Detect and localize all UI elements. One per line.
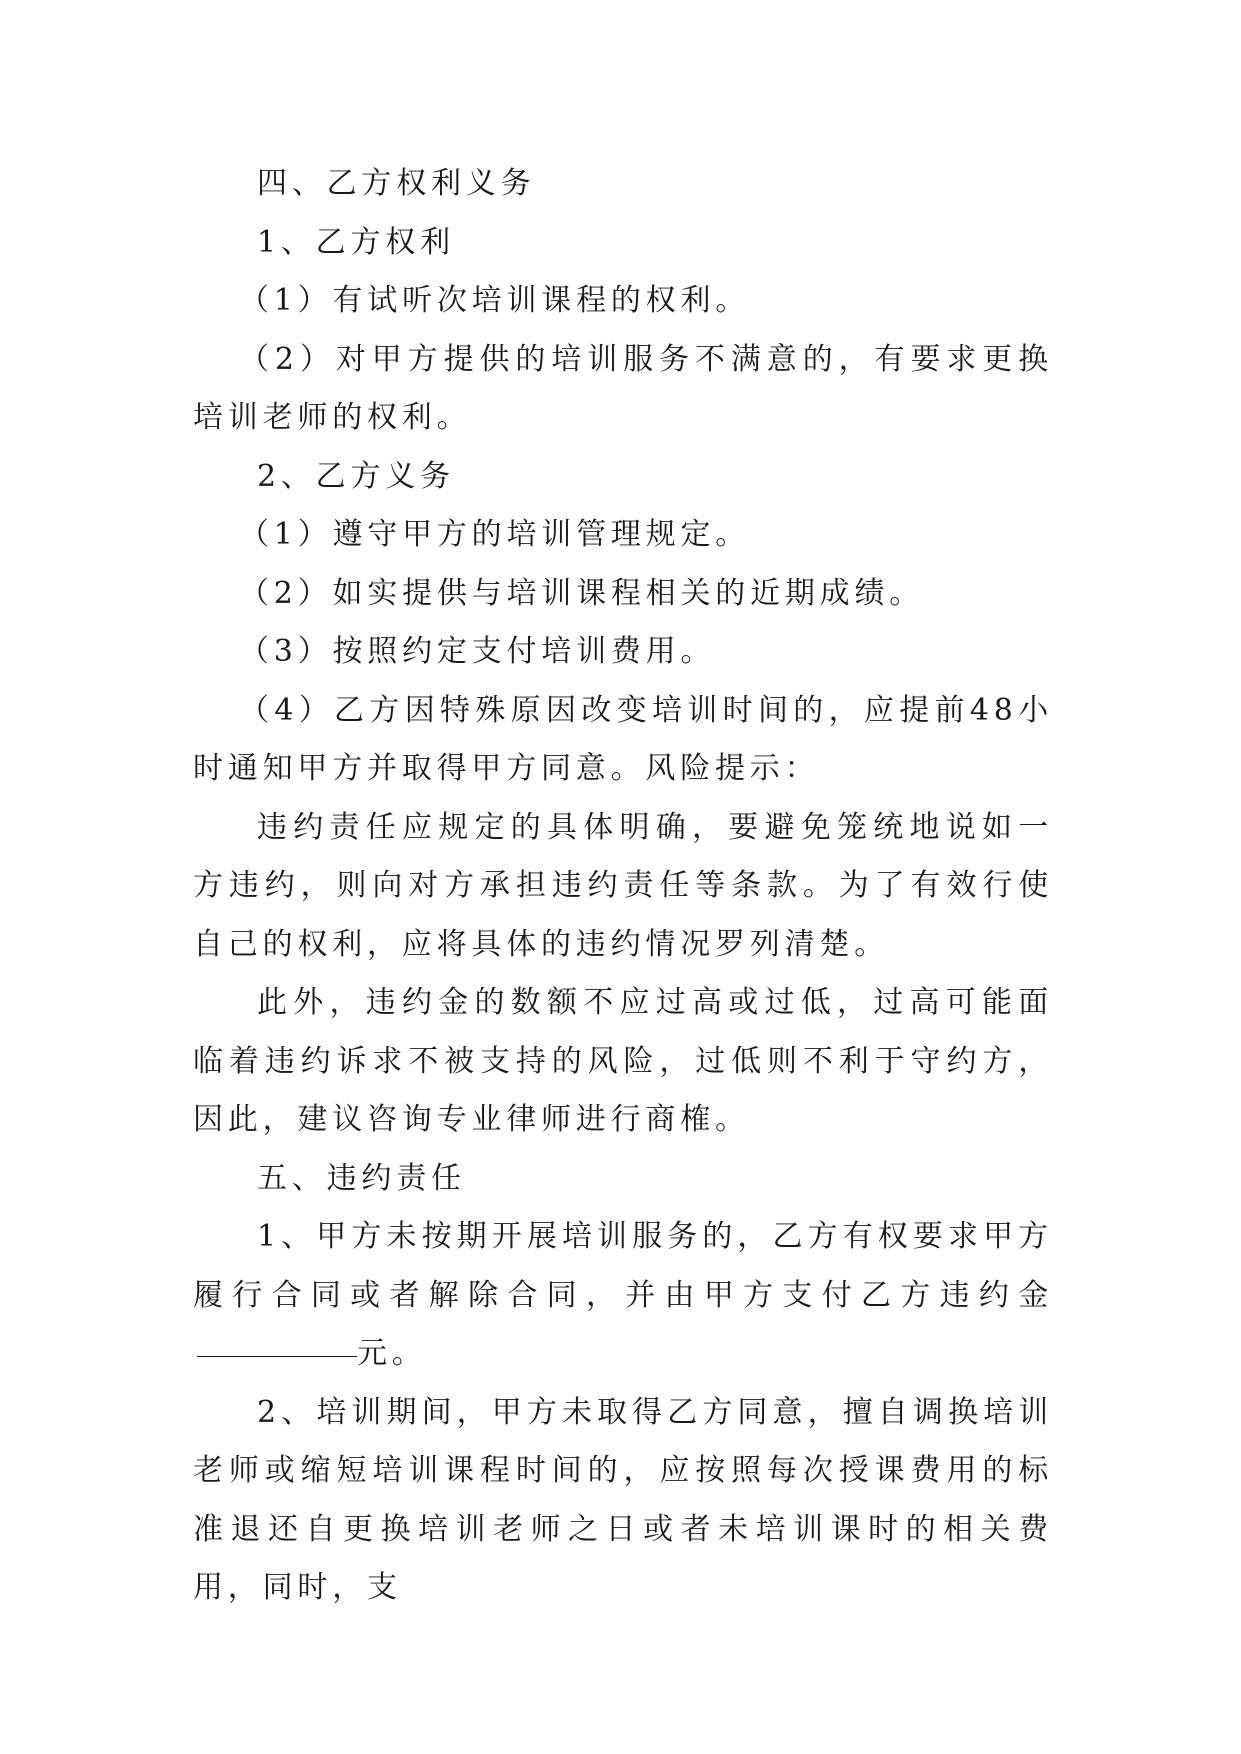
document-body xyxy=(193,155,1053,1618)
list-item: （1）遵守甲方的培训管理规定。 xyxy=(239,517,751,552)
clause-tail: 元。 xyxy=(357,1336,427,1371)
liability-clause-1 xyxy=(193,1208,1053,1384)
list-item: （2）如实提供与培训课程相关的近期成绩。 xyxy=(239,575,925,611)
subsection-heading-obligations: 2、乙方义务 xyxy=(257,458,455,494)
body-paragraph: 违约责任应规定的具体明确，要避免笼统地说如一方违约，则向对方承担违约责任等条款。为了有效行使自己的权利，应将具体的违约情况罗列清楚。 xyxy=(193,809,1053,962)
clause-text: 1、甲方未按期开展培训服务的，乙方有权要求甲方履行合同或者解除合同，并由甲方支付乙方违约金 xyxy=(193,1219,1053,1313)
section-heading-4: 四、乙方权利义务 xyxy=(257,166,536,201)
liability-clause-2: 2、培训期间，甲方未取得乙方同意，擅自调换培训老师或缩短培训课程时间的，应按照每次授课费用的标准退还自更换培训老师之日或者未培训课时的相关费用，同时，支 xyxy=(193,1394,1053,1605)
section-heading-5: 五、违约责任 xyxy=(257,1160,466,1196)
list-item: （2）对甲方提供的培训服务不满意的，有要求更换培训老师的权利。 xyxy=(193,341,1053,435)
subsection-heading-rights: 1、乙方权利 xyxy=(257,224,455,260)
list-item: （1）有试听次培训课程的权利。 xyxy=(239,283,751,318)
fill-in-blank xyxy=(197,1355,357,1357)
list-item: （3）按照约定支付培训费用。 xyxy=(239,634,716,669)
list-item: （4）乙方因特殊原因改变培训时间的，应提前48小时通知甲方并取得甲方同意。风险提示： xyxy=(193,692,1053,786)
body-paragraph: 此外，违约金的数额不应过高或过低，过高可能面临着违约诉求不被支持的风险，过低则不利于守约方，因此，建议咨询专业律师进行商榷。 xyxy=(193,985,1053,1137)
